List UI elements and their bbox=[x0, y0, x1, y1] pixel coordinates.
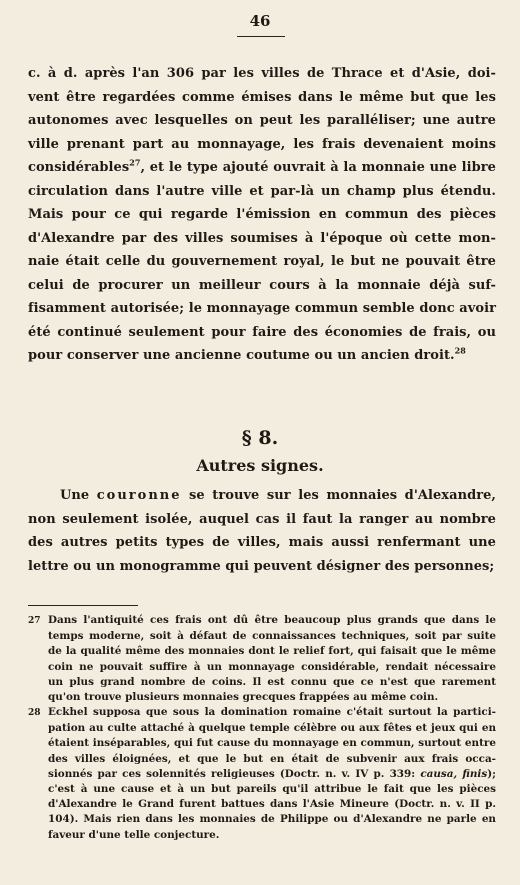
section-title: § 8. bbox=[241, 427, 279, 449]
text-fragment: se trouve sur les monnaies d'Alexandre, bbox=[181, 488, 497, 503]
footnote-line: c'est à une cause et à un but pareils qu'il attribue le fait que les pièces bbox=[48, 783, 496, 796]
text-fragment: Une bbox=[60, 488, 90, 503]
text-line: fisamment autorisée; le monnayage commun semble donc avoir bbox=[28, 301, 496, 316]
footnote-line bbox=[28, 767, 496, 782]
header-rule bbox=[237, 36, 285, 37]
footnote-ref-27[interactable]: 27 bbox=[129, 157, 141, 168]
text-line: ville prenant part au monnayage, les frais devenaient moins bbox=[28, 136, 496, 152]
text-fragment: sionnés par ces solennités religieuses (Doctr. n. v. IV p. 339: bbox=[48, 767, 421, 780]
text-line: des autres petits types de villes, mais aussi renfermant une bbox=[28, 535, 496, 550]
footnote-ref-28[interactable]: 28 bbox=[454, 345, 466, 356]
text-line: lettre ou un monogramme qui peuvent désigner des personnes; bbox=[28, 558, 495, 574]
paragraph-2 bbox=[28, 484, 496, 578]
footnote-line: 104). Mais rien dans les monnaies de Philippe ou d'Alexandre ne parle en bbox=[48, 813, 496, 826]
text-line: circulation dans l'autre ville et par-là un champ plus étendu. bbox=[28, 183, 496, 199]
text-line: Mais pour ce qui regarde l'émission en commun des pièces bbox=[28, 207, 496, 222]
text-fragment: Dans l'antiquité ces frais ont dû être beaucoup plus grands que dans le bbox=[48, 614, 496, 626]
footnote-line: des villes éloignées, et que le but en était de subvenir aux frais occa- bbox=[48, 752, 496, 765]
footnote-line: faveur d'une telle conjecture. bbox=[48, 828, 220, 841]
footnote-28 bbox=[28, 705, 496, 843]
footnote-line: qu'on trouve plusieurs monnaies grecques frappées au même coin. bbox=[48, 691, 439, 704]
footnote-line: un plus grand nombre de coins. Il est connu que ce n'est que rarement bbox=[48, 675, 496, 688]
text-line bbox=[28, 344, 496, 368]
section-subtitle: Autres signes. bbox=[196, 456, 324, 475]
text-line: vent être regardées comme émises dans le même but que les bbox=[28, 89, 496, 105]
text-fragment: pour conserver une ancienne coutume ou un ancien droit. bbox=[28, 348, 455, 363]
text-line: non seulement isolée, auquel cas il faut la ranger au nombre bbox=[28, 511, 496, 527]
text-fragment: ); bbox=[487, 767, 496, 780]
text-fragment: considérables bbox=[28, 160, 130, 175]
text-line: d'Alexandre par des villes soumises à l'époque où cette mon- bbox=[28, 230, 496, 246]
text-line: celui de procurer un meilleur cours à la monnaie déjà suf- bbox=[28, 277, 496, 293]
footnote-mark: 28 bbox=[28, 708, 41, 718]
italic-quote: causa, finis bbox=[420, 767, 488, 780]
text-line: naie était celle du gouvernement royal, le but ne pouvait être bbox=[28, 254, 496, 269]
text-line bbox=[28, 484, 496, 508]
footnote-line bbox=[28, 613, 496, 629]
footnote-line: temps moderne, soit à défaut de connaissances techniques, soit par suite bbox=[48, 630, 496, 643]
footnote-line bbox=[28, 705, 496, 721]
text-fragment: , et le type ajouté ouvrait à la monnaie une libre bbox=[140, 160, 496, 175]
text-line bbox=[28, 156, 496, 180]
footnote-line: de la qualité même des monnaies dont le relief fort, qui faisait que le même bbox=[48, 645, 496, 658]
text-fragment: Eckhel supposa que sous la domination romaine c'était surtout la partici- bbox=[48, 706, 496, 718]
spaced-term: couronne bbox=[96, 488, 182, 503]
page-number: 46 bbox=[249, 12, 271, 30]
text-line: c. à d. après l'an 306 par les villes de Thrace et d'Asie, doi- bbox=[28, 66, 496, 81]
text-line: été continué seulement pour faire des économies de frais, ou bbox=[28, 324, 496, 340]
footnote-line: coin ne pouvait suffire à un monnayage considérable, rendait nécessaire bbox=[48, 660, 496, 673]
text-line: autonomes avec lesquelles on peut les paralléliser; une autre bbox=[28, 113, 496, 128]
footnote-line: pation au culte attaché à quelque temple célèbre ou aux fêtes et jeux qui en bbox=[48, 722, 496, 735]
footnote-mark: 27 bbox=[28, 616, 41, 626]
footnote-line: d'Alexandre le Grand furent battues dans l'Asie Mineure (Doctr. n. v. II p. bbox=[48, 798, 496, 811]
paragraph-1 bbox=[28, 62, 496, 368]
footnote-27 bbox=[28, 613, 496, 705]
footnote-rule bbox=[28, 605, 138, 606]
footnote-line: étaient inséparables, qui fut cause du monnayage en commun, surtout entre bbox=[48, 737, 496, 750]
